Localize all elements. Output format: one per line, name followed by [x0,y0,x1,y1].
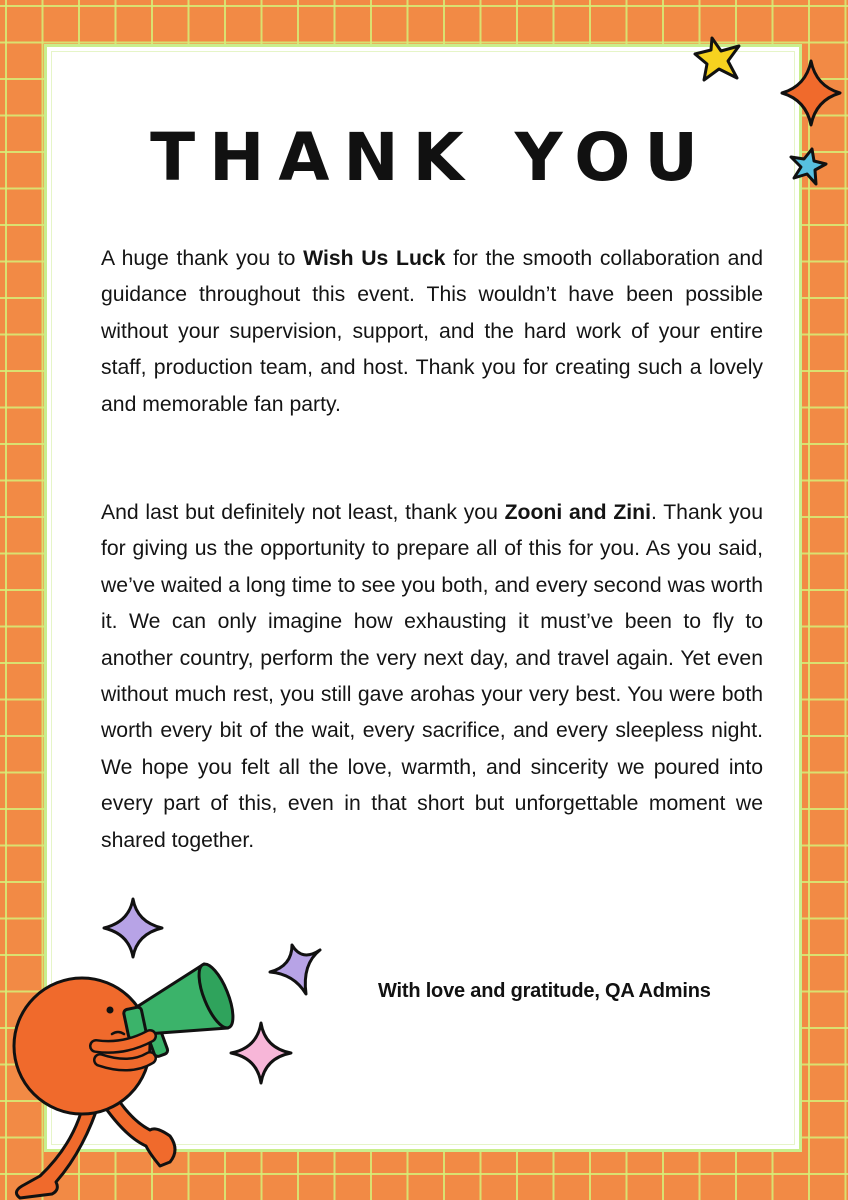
star-icon [778,58,844,128]
paragraph-text: A huge thank you to [101,247,304,270]
highlight-name: Zooni and Zini [504,501,651,524]
paragraph-text: for the smooth collaboration and guidance throughout this event. This wouldn’t have been possible without your supervision, support, and the hard work of your entire staff, production team, and host. Thank you for creating such a lovely and memorable fan party. [101,247,763,416]
star-icon [266,942,324,1000]
paragraph-text: And last but definitely not least, thank you [101,501,505,524]
star-icon [690,34,746,84]
paragraph-text: . Thank you for giving us the opportunity to prepare all of this for you. As you said, we’ve waited a long time to see you both, and every second was worth it. We can only imagine how exhausting it must’ve been to fly to another country, perform the very next day, and travel again. Yet even without much rest, you still gave arohas your very best. You were both worth every bit of the wait, every sacrifice, and every sleepless night. We hope you felt all the love, warmth, and sincerity we poured into every part of this, even in that short but unforgettable moment we shared together. [101,501,763,852]
page-title: THANK YOU [150,119,712,196]
highlight-name: Wish Us Luck [303,247,446,270]
megaphone-mascot-illustration [0,950,240,1200]
star-icon [786,146,830,188]
paragraph-zooni-and-zini [101,495,763,859]
signoff: With love and gratitude, QA Admins [378,980,711,1002]
paragraph-wish-us-luck [101,241,763,423]
